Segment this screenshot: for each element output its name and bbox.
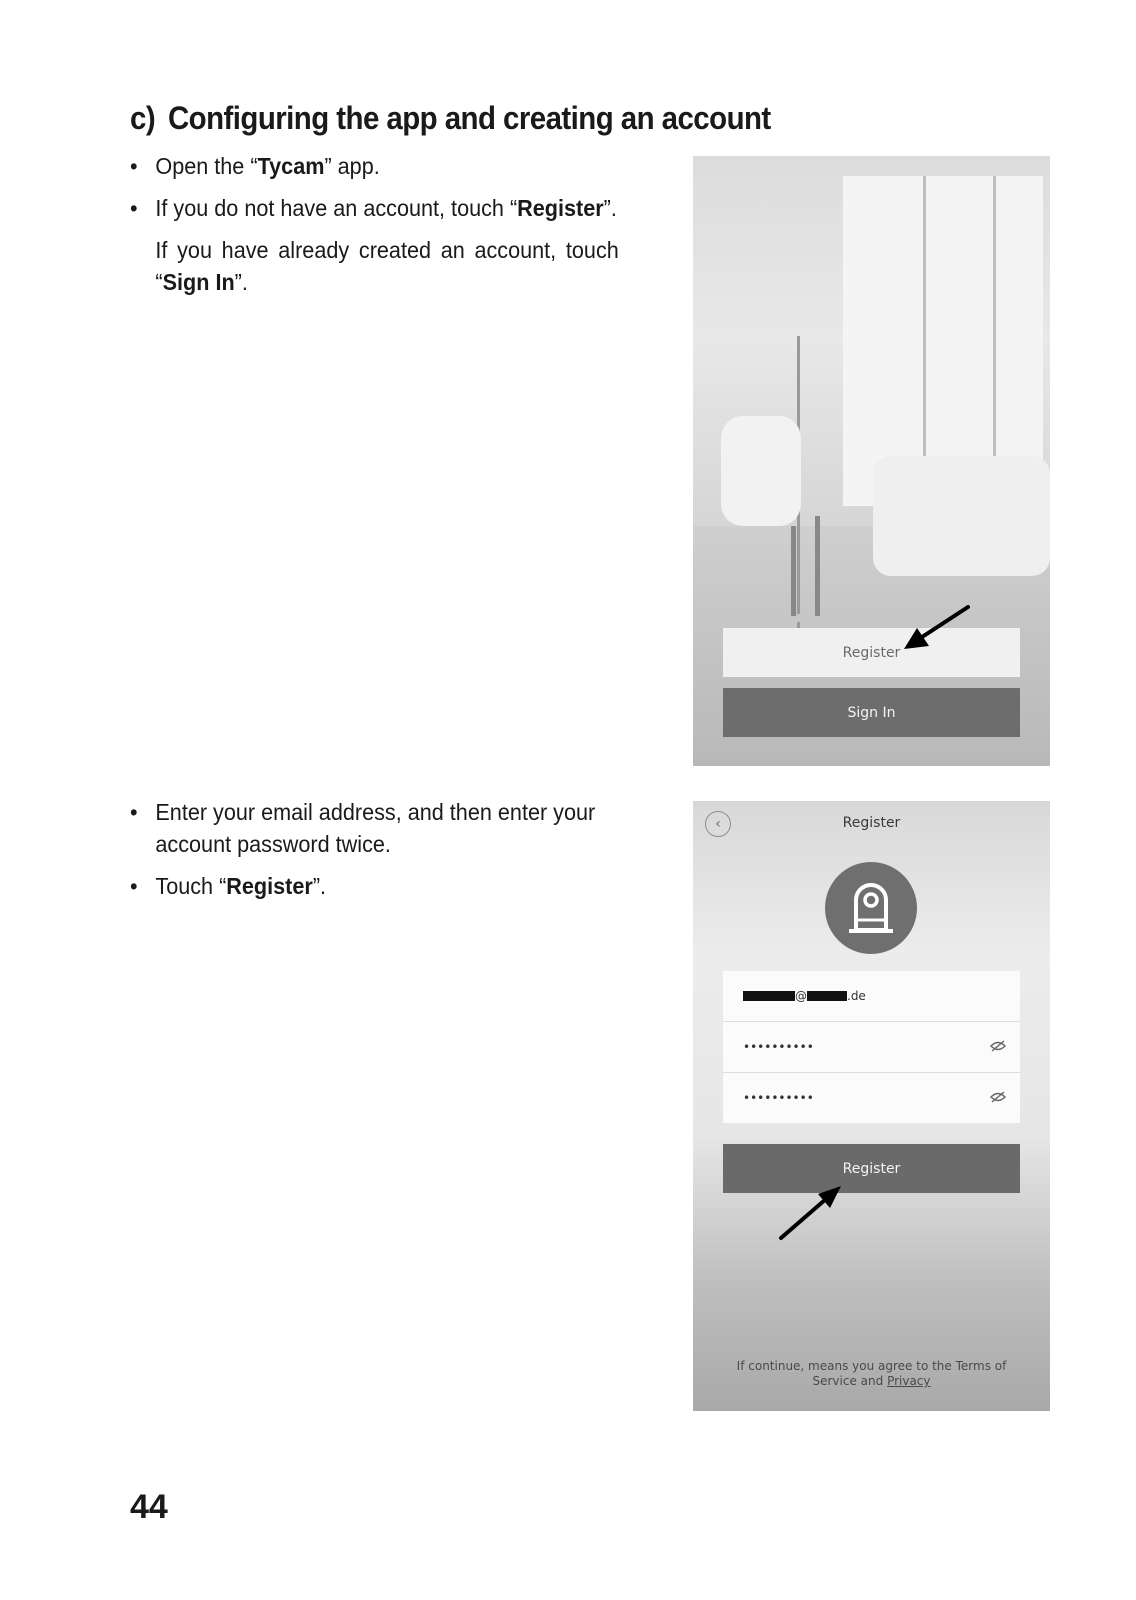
privacy-link[interactable]: Privacy [887,1374,931,1388]
section-title: Configuring the app and creating an account [167,100,771,136]
register-submit-button[interactable]: Register [723,1144,1020,1193]
confirm-password-field[interactable]: •••••••••• [723,1073,1020,1123]
bullet-icon: • [130,195,138,221]
section-heading [130,100,771,137]
arrow-icon [693,801,1050,1411]
terms-text: If continue, means you agree to the Terms of Service and Privacy [736,1359,1007,1388]
list-item: • Open the “Tycam” app. [130,150,619,182]
app-screenshot-start [693,156,1050,766]
sign-in-button[interactable]: Sign In [723,688,1020,737]
page-number: 44 [130,1488,168,1526]
bullet-icon: • [130,873,138,899]
bullet-icon: • [130,799,138,825]
screen-title: Register [842,815,901,831]
arrow-icon [693,156,1050,766]
list-item: • If you do not have an account, touch “Register”. [130,192,619,224]
instructions-2 [130,796,619,912]
back-icon[interactable]: ‹ [705,811,731,837]
email-field[interactable]: @ .de [723,971,1020,1022]
list-item: • Touch “Register”. [130,870,619,902]
paragraph: If you have already created an account, touch “Sign In”. [155,237,619,295]
password-field[interactable]: •••••••••• [723,1022,1020,1073]
section-number: c) [130,100,156,136]
app-screenshot-register [693,801,1050,1411]
instructions-1 [130,150,619,298]
list-item: • Enter your email address, and then enter your account password twice. [130,796,619,860]
register-button[interactable]: Register [723,628,1020,677]
bullet-icon: • [130,153,138,179]
